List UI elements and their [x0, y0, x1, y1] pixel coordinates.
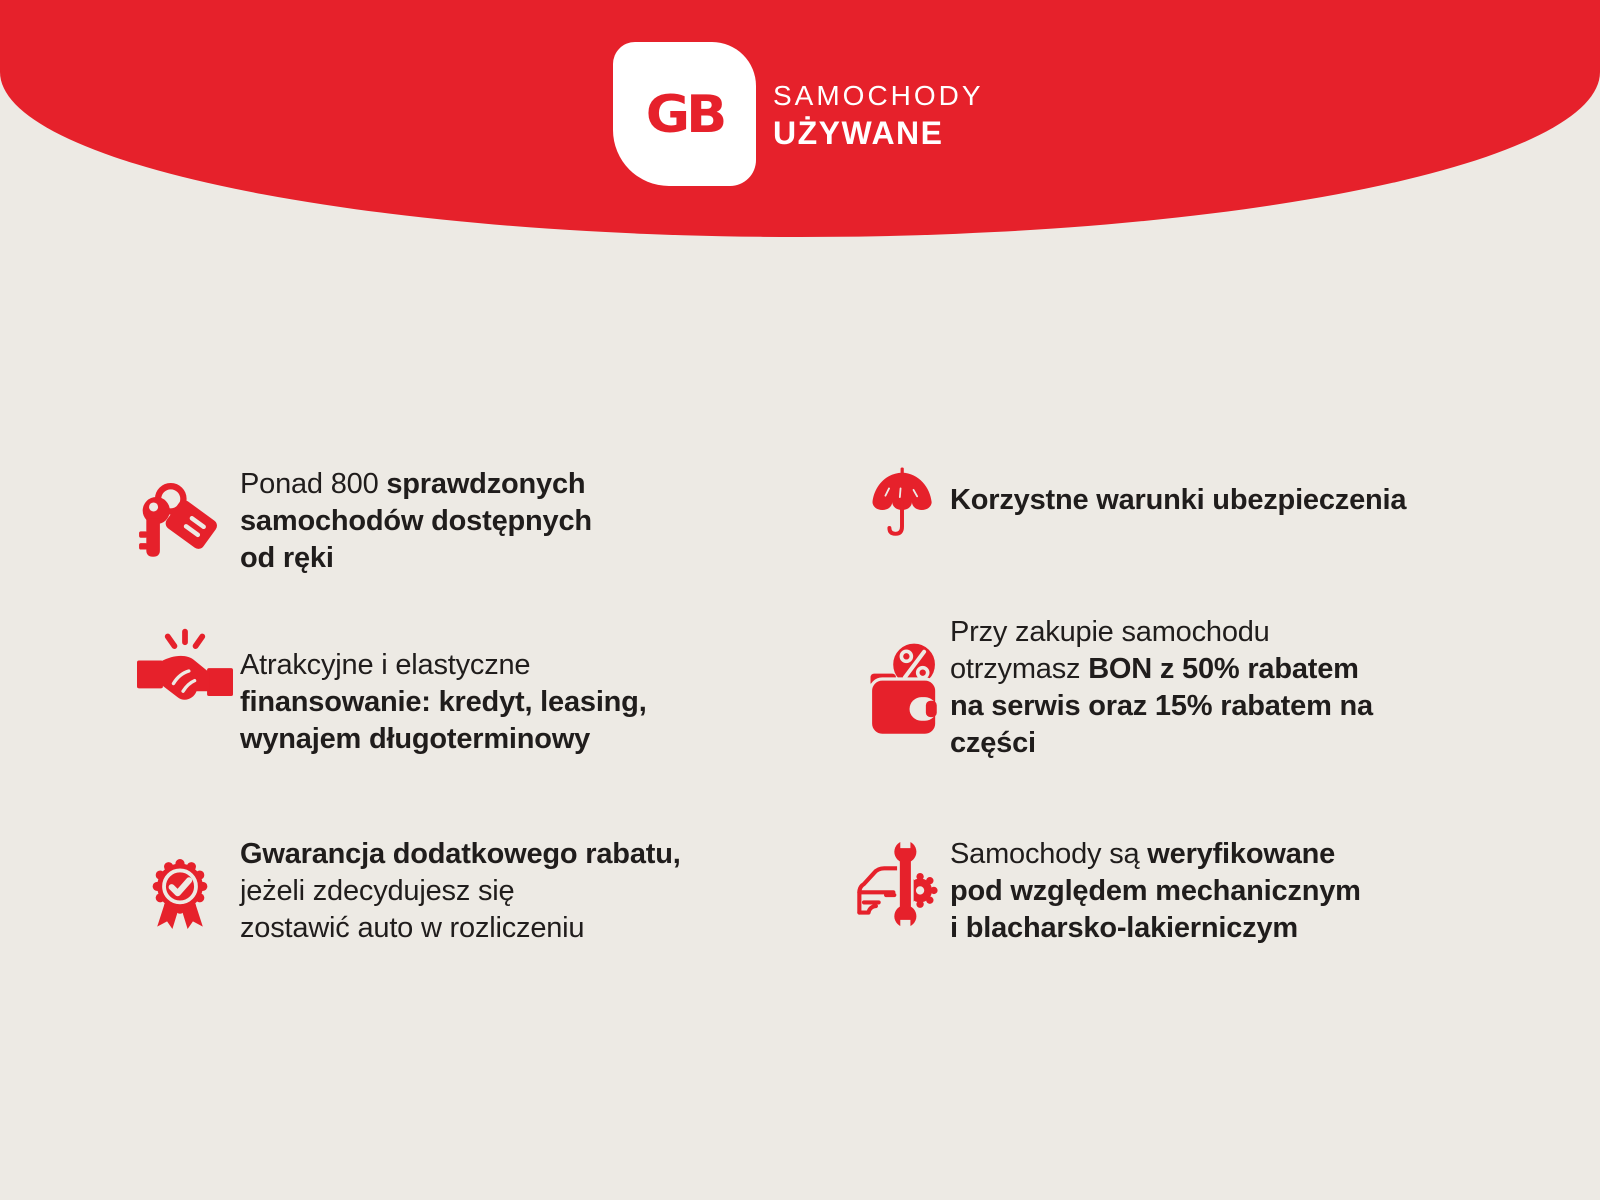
feature-text-line: Przy zakupie samochodu: [950, 616, 1270, 648]
feature-text-line: wynajem długoterminowy: [240, 723, 591, 755]
feature-financing-text: [240, 647, 647, 758]
brand-logo: [613, 42, 756, 186]
wallet-discount-icon: [866, 640, 944, 738]
brand-name: [773, 80, 984, 152]
car-keys-tag-icon: [132, 478, 224, 564]
handshake-icon: [137, 626, 233, 718]
brand-name-line1: SAMOCHODY: [773, 80, 984, 111]
feature-text-line: otrzymasz BON z 50% rabatem: [950, 653, 1359, 685]
feature-available-cars-text: [240, 466, 592, 577]
feature-text-line: od ręki: [240, 542, 334, 574]
feature-insurance-text: [950, 482, 1406, 519]
feature-text-line: Atrakcyjne i elastyczne: [240, 649, 531, 681]
feature-text-line: Gwarancja dodatkowego rabatu,: [240, 838, 681, 870]
feature-text-line: części: [950, 727, 1036, 759]
feature-text-line: Korzystne warunki ubezpieczenia: [950, 484, 1407, 516]
feature-bonus-text: [950, 614, 1373, 762]
feature-text-line: jeżeli zdecydujesz się: [240, 875, 515, 907]
umbrella-icon: [866, 462, 938, 548]
badge-check-icon: [142, 846, 218, 942]
feature-text-line: Ponad 800 sprawdzonych: [240, 468, 586, 500]
logo-monogram: GB: [645, 84, 724, 144]
feature-text-line: Samochody są weryfikowane: [950, 838, 1336, 870]
feature-text-line: samochodów dostępnych: [240, 505, 592, 537]
brand-name-line2: UŻYWANE: [773, 115, 944, 151]
feature-text-line: zostawić auto w rozliczeniu: [240, 912, 585, 944]
feature-guarantee-text: [240, 836, 681, 947]
feature-text-line: finansowanie: kredyt, leasing,: [240, 686, 647, 718]
feature-text-line: pod względem mechanicznym: [950, 875, 1361, 907]
car-service-icon: [852, 838, 944, 930]
feature-verification-text: [950, 836, 1361, 947]
feature-text-line: i blacharsko-lakierniczym: [950, 912, 1298, 944]
feature-text-line: na serwis oraz 15% rabatem na: [950, 690, 1373, 722]
